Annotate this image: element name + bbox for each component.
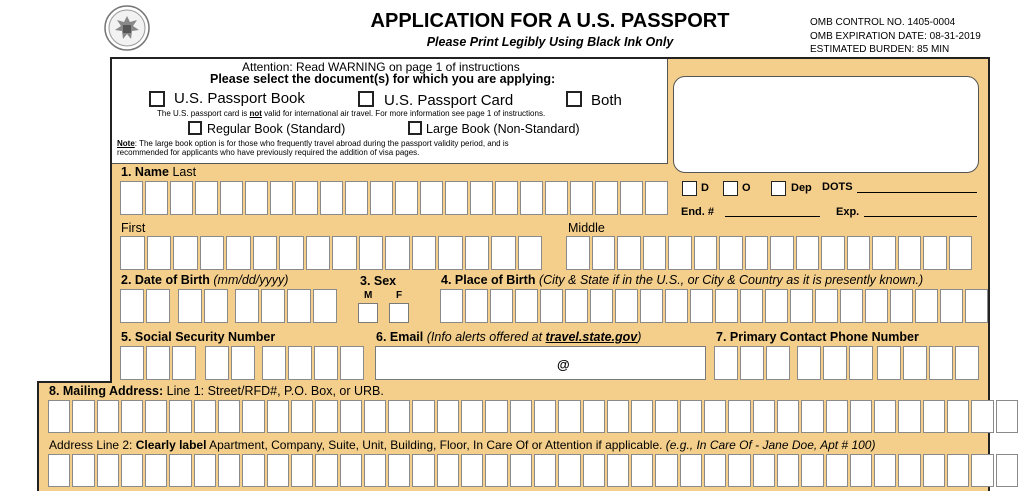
char-cell[interactable] [558, 400, 580, 433]
char-cell[interactable] [765, 289, 788, 323]
char-cell[interactable] [655, 400, 677, 433]
char-cell[interactable] [267, 454, 289, 487]
estimated-burden: ESTIMATED BURDEN: 85 MIN [810, 44, 950, 55]
char-cell[interactable] [583, 454, 605, 487]
dob-label: 2. Date of Birth [121, 273, 210, 287]
char-cell[interactable] [445, 181, 468, 215]
char-cell[interactable] [465, 289, 488, 323]
card-note-not: not [249, 109, 262, 118]
char-cell[interactable] [558, 454, 580, 487]
char-cell[interactable] [120, 181, 143, 215]
char-cell[interactable] [640, 289, 663, 323]
note-line2: recommended for applicants who have previously required the addition of visa pages. [117, 148, 420, 157]
char-cell[interactable] [728, 454, 750, 487]
char-cell[interactable] [262, 346, 286, 380]
sex-m-box[interactable] [358, 303, 378, 323]
char-cell[interactable] [147, 236, 172, 270]
char-cell[interactable] [231, 346, 255, 380]
char-cell[interactable] [915, 289, 938, 323]
char-cell[interactable] [565, 289, 588, 323]
char-cell[interactable] [412, 236, 437, 270]
char-cell[interactable] [515, 289, 538, 323]
passport-card-label: U.S. Passport Card [384, 92, 514, 109]
char-cell[interactable] [534, 454, 556, 487]
dob-year-field[interactable] [235, 289, 339, 323]
char-cell[interactable] [815, 289, 838, 323]
char-cell[interactable] [121, 400, 143, 433]
char-cell[interactable] [643, 236, 667, 270]
pob-label: 4. Place of Birth [441, 273, 536, 287]
char-cell[interactable] [715, 289, 738, 323]
last-name-field[interactable] [120, 181, 670, 215]
char-cell[interactable] [607, 454, 629, 487]
mailing-heading [49, 384, 384, 398]
char-cell[interactable] [120, 236, 145, 270]
passport-book-checkbox[interactable] [149, 91, 165, 107]
char-cell[interactable] [226, 236, 251, 270]
char-cell[interactable] [495, 181, 518, 215]
char-cell[interactable] [438, 236, 463, 270]
char-cell[interactable] [545, 181, 568, 215]
char-cell[interactable] [971, 400, 993, 433]
dob-month-field[interactable] [120, 289, 172, 323]
char-cell[interactable] [753, 454, 775, 487]
address-line2-field[interactable] [48, 454, 1020, 487]
sex-f-box[interactable] [389, 303, 409, 323]
char-cell[interactable] [583, 400, 605, 433]
char-cell[interactable] [719, 236, 743, 270]
char-cell[interactable] [120, 346, 144, 380]
page-subtitle: Please Print Legibly Using Black Ink Only [426, 35, 674, 49]
char-cell[interactable] [420, 181, 443, 215]
char-cell[interactable] [270, 181, 293, 215]
exp-line [864, 216, 977, 217]
both-label: Both [591, 92, 622, 109]
char-cell[interactable] [655, 454, 677, 487]
char-cell[interactable] [440, 289, 463, 323]
last-label: Last [172, 165, 197, 179]
char-cell[interactable] [704, 400, 726, 433]
large-book-label: Large Book (Non-Standard) [426, 122, 580, 136]
char-cell[interactable] [898, 454, 920, 487]
char-cell[interactable] [172, 346, 196, 380]
dob-heading [121, 273, 288, 287]
char-cell[interactable] [291, 400, 313, 433]
char-cell[interactable] [288, 346, 312, 380]
char-cell[interactable] [607, 400, 629, 433]
char-cell[interactable] [145, 400, 167, 433]
char-cell[interactable] [315, 454, 337, 487]
char-cell[interactable] [592, 236, 616, 270]
char-cell[interactable] [745, 236, 769, 270]
char-cell[interactable] [205, 346, 229, 380]
char-cell[interactable] [491, 236, 516, 270]
char-cell[interactable] [287, 289, 311, 323]
sex-m-label: M [364, 290, 373, 301]
char-cell[interactable] [540, 289, 563, 323]
char-cell[interactable] [72, 400, 94, 433]
email-hint-post: ) [637, 330, 642, 344]
char-cell[interactable] [847, 236, 871, 270]
char-cell[interactable] [412, 400, 434, 433]
ssn-part3-field[interactable] [262, 346, 366, 380]
office-dots-label: DOTS [822, 181, 853, 193]
end-line [725, 216, 820, 217]
regular-book-checkbox[interactable] [188, 121, 202, 135]
char-cell[interactable] [949, 236, 973, 270]
office-o-checkbox[interactable] [723, 181, 738, 196]
char-cell[interactable] [777, 454, 799, 487]
regular-book-label: Regular Book (Standard) [207, 122, 346, 136]
office-o-label: O [742, 182, 751, 194]
char-cell[interactable] [345, 181, 368, 215]
char-cell[interactable] [340, 454, 362, 487]
dob-format: (mm/dd/yyyy) [213, 273, 289, 287]
char-cell[interactable] [388, 400, 410, 433]
email-label: 6. Email [376, 330, 424, 344]
char-cell[interactable] [245, 181, 268, 215]
char-cell[interactable] [242, 400, 264, 433]
char-cell[interactable] [890, 289, 913, 323]
char-cell[interactable] [826, 400, 848, 433]
char-cell[interactable] [195, 181, 218, 215]
name-number: 1. [121, 165, 132, 179]
char-cell[interactable] [194, 400, 216, 433]
page-title: APPLICATION FOR A U.S. PASSPORT [370, 10, 730, 32]
pob-hint: (City & State if in the U.S., or City & Country as it is presently known.) [538, 273, 924, 287]
char-cell[interactable] [395, 181, 418, 215]
char-cell[interactable] [840, 289, 863, 323]
mailing-line1-label: Line 1: Street/RFD#, P.O. Box, or URB. [163, 384, 384, 398]
char-cell[interactable] [388, 454, 410, 487]
char-cell[interactable] [295, 181, 318, 215]
char-cell[interactable] [315, 400, 337, 433]
char-cell[interactable] [566, 236, 590, 270]
char-cell[interactable] [461, 454, 483, 487]
phone-prefix-field[interactable] [797, 346, 875, 380]
pob-heading [441, 273, 923, 287]
passport-book-label: U.S. Passport Book [174, 90, 305, 107]
char-cell[interactable] [940, 289, 963, 323]
char-cell[interactable] [194, 454, 216, 487]
char-cell[interactable] [821, 236, 845, 270]
char-cell[interactable] [823, 346, 847, 380]
char-cell[interactable] [97, 400, 119, 433]
address2-example: (e.g., In Care Of - Jane Doe, Apt # 100) [665, 438, 876, 452]
phone-area-field[interactable] [714, 346, 792, 380]
char-cell[interactable] [790, 289, 813, 323]
char-cell[interactable] [385, 236, 410, 270]
office-exp-label: Exp. [836, 206, 860, 218]
char-cell[interactable] [170, 181, 193, 215]
char-cell[interactable] [740, 289, 763, 323]
middle-name-field[interactable] [566, 236, 974, 270]
char-cell[interactable] [877, 346, 901, 380]
char-cell[interactable] [340, 346, 364, 380]
char-cell[interactable] [971, 454, 993, 487]
char-cell[interactable] [267, 400, 289, 433]
char-cell[interactable] [534, 400, 556, 433]
char-cell[interactable] [359, 236, 384, 270]
char-cell[interactable] [680, 454, 702, 487]
note-label: Note [117, 139, 135, 148]
char-cell[interactable] [668, 236, 692, 270]
name-label: Name [134, 165, 169, 179]
char-cell[interactable] [490, 289, 513, 323]
both-checkbox[interactable] [566, 91, 582, 107]
char-cell[interactable] [874, 400, 896, 433]
char-cell[interactable] [320, 181, 343, 215]
email-heading [376, 330, 641, 344]
char-cell[interactable] [218, 400, 240, 433]
char-cell[interactable] [801, 454, 823, 487]
char-cell[interactable] [261, 289, 285, 323]
card-note-pre: The U.S. passport card is [157, 109, 250, 118]
first-name-field[interactable] [120, 236, 544, 270]
char-cell[interactable] [465, 236, 490, 270]
char-cell[interactable] [121, 454, 143, 487]
char-cell[interactable] [570, 181, 593, 215]
address2-post: Apartment, Company, Suite, Unit, Building, Floor, In Care Of or Attention if applicable. [206, 438, 666, 452]
char-cell[interactable] [796, 236, 820, 270]
office-dep-label: Dep [791, 182, 812, 194]
char-cell[interactable] [364, 454, 386, 487]
char-cell[interactable] [965, 289, 988, 323]
char-cell[interactable] [947, 400, 969, 433]
char-cell[interactable] [874, 454, 896, 487]
pob-field[interactable] [440, 289, 990, 323]
char-cell[interactable] [461, 400, 483, 433]
char-cell[interactable] [169, 454, 191, 487]
card-note-post: valid for international air travel. For more information see page 1 of instructions. [261, 109, 546, 118]
char-cell[interactable] [947, 454, 969, 487]
char-cell[interactable] [437, 400, 459, 433]
char-cell[interactable] [279, 236, 304, 270]
email-at-sign: @ [557, 357, 570, 372]
char-cell[interactable] [850, 454, 872, 487]
char-cell[interactable] [898, 236, 922, 270]
char-cell[interactable] [777, 400, 799, 433]
large-book-checkbox[interactable] [408, 121, 422, 135]
office-dep-checkbox[interactable] [771, 181, 786, 196]
char-cell[interactable] [518, 236, 543, 270]
char-cell[interactable] [996, 400, 1018, 433]
char-cell[interactable] [694, 236, 718, 270]
phone-line-field[interactable] [877, 346, 981, 380]
sex-f-label: F [396, 290, 403, 301]
char-cell[interactable] [306, 236, 331, 270]
char-cell[interactable] [645, 181, 668, 215]
select-heading: Please select the document(s) for which you are applying: [210, 72, 556, 86]
char-cell[interactable] [412, 454, 434, 487]
email-hint-pre: (Info alerts offered at [426, 330, 546, 344]
phone-label: 7. Primary Contact Phone Number [716, 330, 919, 344]
char-cell[interactable] [849, 346, 873, 380]
char-cell[interactable] [617, 236, 641, 270]
char-cell[interactable] [903, 346, 927, 380]
char-cell[interactable] [898, 400, 920, 433]
char-cell[interactable] [146, 346, 170, 380]
char-cell[interactable] [872, 236, 896, 270]
char-cell[interactable] [714, 346, 738, 380]
char-cell[interactable] [242, 454, 264, 487]
attention-text: Attention: Read WARNING on page 1 of instructions [242, 60, 520, 74]
photo-area [673, 76, 979, 173]
char-cell[interactable] [485, 454, 507, 487]
char-cell[interactable] [631, 454, 653, 487]
char-cell[interactable] [145, 454, 167, 487]
note-line1: : The large book option is for those who frequently travel abroad during the passport validity period, and is [134, 139, 509, 148]
char-cell[interactable] [595, 181, 618, 215]
char-cell[interactable] [766, 346, 790, 380]
office-d-checkbox[interactable] [682, 181, 697, 196]
char-cell[interactable] [48, 400, 70, 433]
char-cell[interactable] [120, 289, 144, 323]
char-cell[interactable] [204, 289, 228, 323]
address2-pre: Address Line 2: [49, 438, 136, 452]
ssn-label: 5. Social Security Number [121, 330, 276, 344]
char-cell[interactable] [364, 400, 386, 433]
us-great-seal-icon [103, 4, 151, 52]
char-cell[interactable] [437, 454, 459, 487]
char-cell[interactable] [680, 400, 702, 433]
char-cell[interactable] [665, 289, 688, 323]
char-cell[interactable] [929, 346, 953, 380]
email-hint-link[interactable]: travel.state.gov [545, 330, 638, 344]
char-cell[interactable] [169, 400, 191, 433]
char-cell[interactable] [470, 181, 493, 215]
char-cell[interactable] [797, 346, 821, 380]
card-note [157, 109, 545, 118]
char-cell[interactable] [850, 400, 872, 433]
char-cell[interactable] [146, 289, 170, 323]
char-cell[interactable] [145, 181, 168, 215]
char-cell[interactable] [520, 181, 543, 215]
char-cell[interactable] [291, 454, 313, 487]
char-cell[interactable] [620, 181, 643, 215]
char-cell[interactable] [740, 346, 764, 380]
char-cell[interactable] [332, 236, 357, 270]
email-field[interactable] [375, 346, 706, 380]
char-cell[interactable] [178, 289, 202, 323]
char-cell[interactable] [314, 346, 338, 380]
char-cell[interactable] [996, 454, 1018, 487]
office-d-label: D [701, 182, 709, 194]
char-cell[interactable] [690, 289, 713, 323]
char-cell[interactable] [97, 454, 119, 487]
char-cell[interactable] [200, 236, 225, 270]
char-cell[interactable] [313, 289, 337, 323]
char-cell[interactable] [72, 454, 94, 487]
char-cell[interactable] [770, 236, 794, 270]
ssn-part1-field[interactable] [120, 346, 198, 380]
char-cell[interactable] [340, 400, 362, 433]
omb-control: OMB CONTROL NO. 1405-0004 [810, 17, 956, 28]
char-cell[interactable] [48, 454, 70, 487]
ssn-part2-field[interactable] [205, 346, 257, 380]
char-cell[interactable] [923, 454, 945, 487]
char-cell[interactable] [826, 454, 848, 487]
char-cell[interactable] [253, 236, 278, 270]
name-heading [121, 165, 196, 179]
middle-label: Middle [568, 221, 605, 235]
char-cell[interactable] [631, 400, 653, 433]
passport-card-checkbox[interactable] [358, 91, 374, 107]
char-cell[interactable] [590, 289, 613, 323]
char-cell[interactable] [615, 289, 638, 323]
dob-day-field[interactable] [178, 289, 230, 323]
address-line1-field[interactable] [48, 400, 1020, 433]
char-cell[interactable] [753, 400, 775, 433]
char-cell[interactable] [704, 454, 726, 487]
large-book-note [117, 139, 509, 157]
char-cell[interactable] [218, 454, 240, 487]
char-cell[interactable] [865, 289, 888, 323]
first-label: First [121, 221, 146, 235]
char-cell[interactable] [801, 400, 823, 433]
dots-line [857, 192, 977, 193]
char-cell[interactable] [235, 289, 259, 323]
mailing-label: 8. Mailing Address: [49, 384, 164, 398]
char-cell[interactable] [728, 400, 750, 433]
char-cell[interactable] [955, 346, 979, 380]
office-end-label: End. # [681, 206, 715, 218]
char-cell[interactable] [485, 400, 507, 433]
char-cell[interactable] [923, 236, 947, 270]
char-cell[interactable] [510, 454, 532, 487]
omb-expiration: OMB EXPIRATION DATE: 08-31-2019 [810, 31, 981, 42]
char-cell[interactable] [220, 181, 243, 215]
char-cell[interactable] [510, 400, 532, 433]
char-cell[interactable] [923, 400, 945, 433]
sex-label: 3. Sex [360, 274, 397, 288]
char-cell[interactable] [370, 181, 393, 215]
address2-heading [49, 438, 875, 452]
char-cell[interactable] [173, 236, 198, 270]
address2-bold: Clearly label [135, 438, 207, 452]
